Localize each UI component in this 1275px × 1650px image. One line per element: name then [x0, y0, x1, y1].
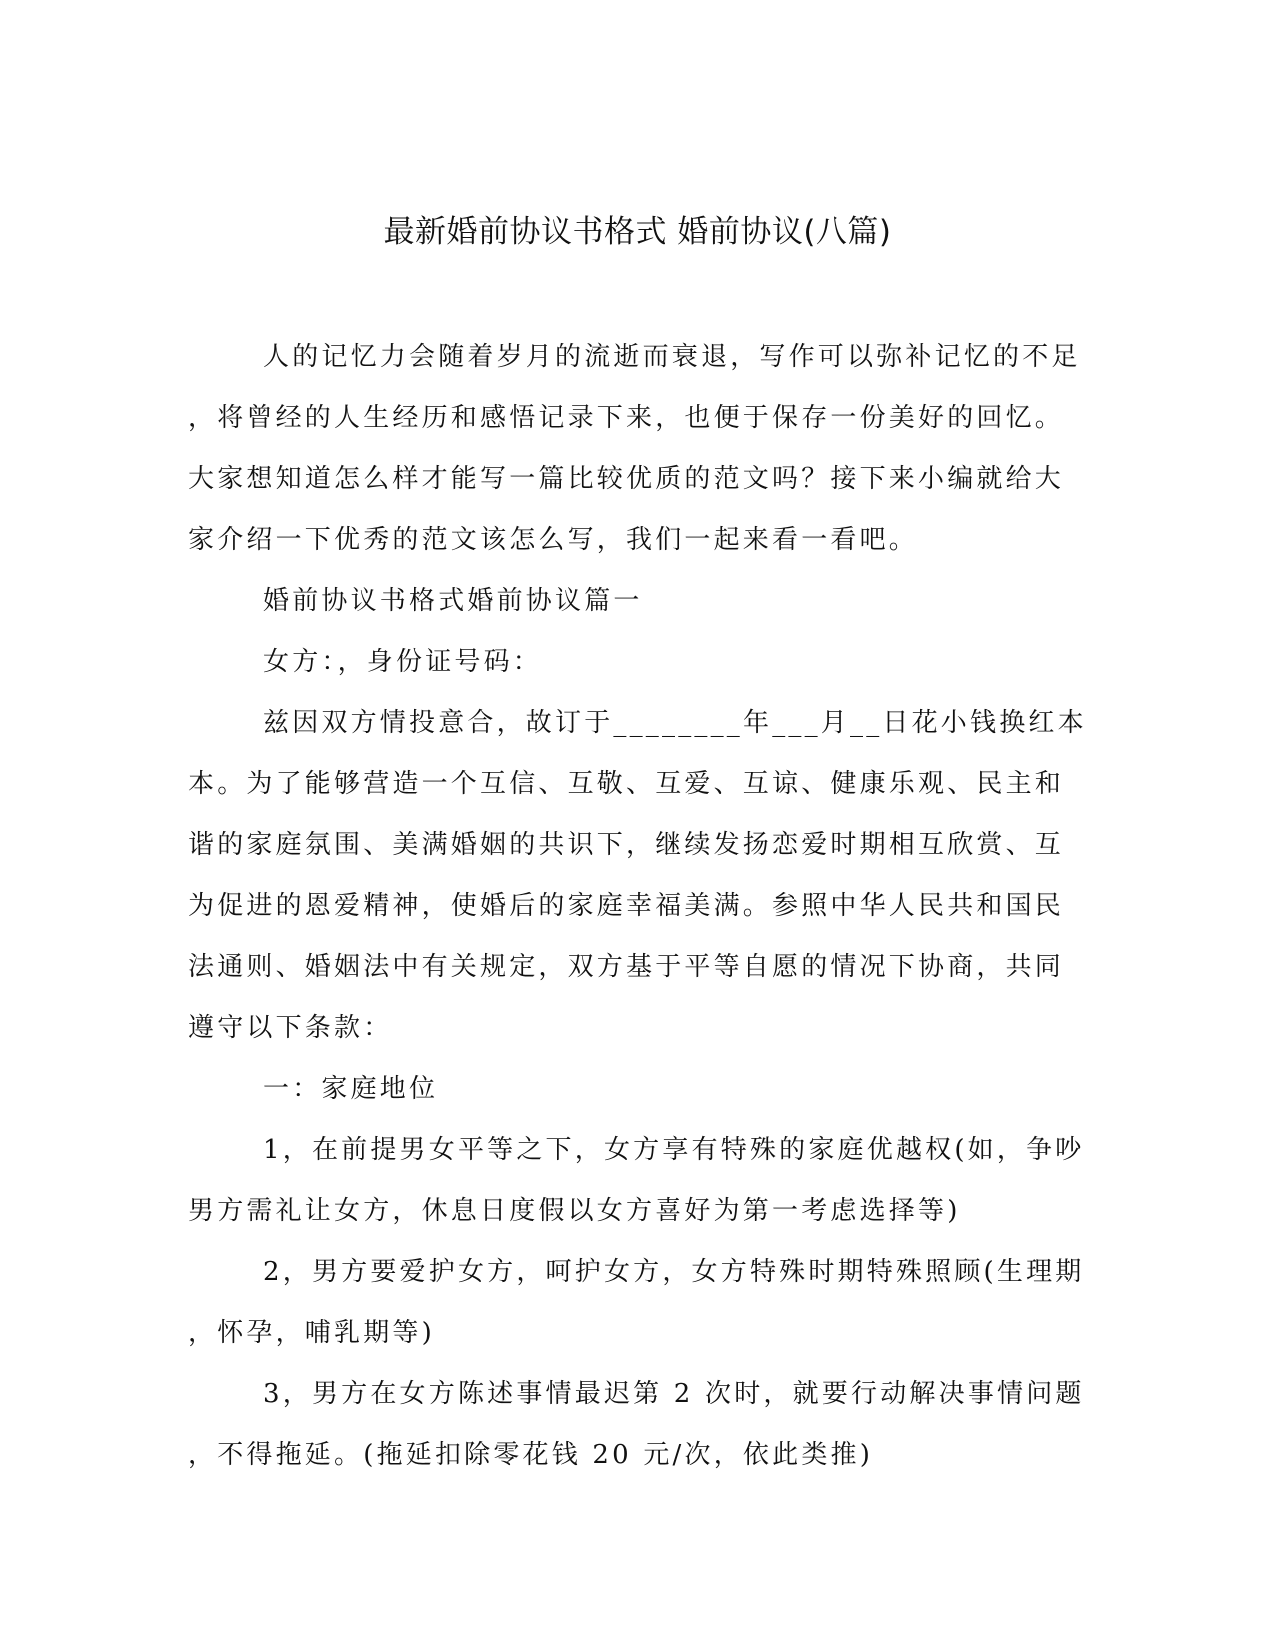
text-line: 谐的家庭氛围、美满婚姻的共识下，继续发扬恋爱时期相互欣赏、互 [188, 830, 1065, 860]
section-heading: 婚前协议书格式婚前协议篇一 [263, 586, 643, 616]
text-line: 家介绍一下优秀的范文该怎么写，我们一起来看一看吧。 [188, 525, 919, 555]
text-line: 法通则、婚姻法中有关规定，双方基于平等自愿的情况下协商，共同 [188, 952, 1065, 982]
text-line: 兹因双方情投意合，故订于________年___月__日花小钱换红本 [263, 708, 1087, 738]
document-title: 最新婚前协议书格式 婚前协议(八篇) [383, 214, 892, 250]
text-line: 3，男方在女方陈述事情最迟第 2 次时，就要行动解决事情问题 [263, 1379, 1085, 1409]
text-line: 女方：，身份证号码： [263, 647, 543, 677]
text-line: ，不得拖延。(拖延扣除零花钱 20 元/次，依此类推) [188, 1440, 874, 1470]
text-line: 1，在前提男女平等之下，女方享有特殊的家庭优越权(如，争吵 [263, 1135, 1085, 1165]
text-line: 大家想知道怎么样才能写一篇比较优质的范文吗？接下来小编就给大 [188, 464, 1065, 494]
text-line: 为促进的恩爱精神，使婚后的家庭幸福美满。参照中华人民共和国民 [188, 891, 1065, 921]
clause-heading: 一：家庭地位 [263, 1074, 439, 1104]
text-line: 遵守以下条款： [188, 1013, 393, 1043]
text-line: 本。为了能够营造一个互信、互敬、互爱、互谅、健康乐观、民主和 [188, 769, 1065, 799]
text-line: 男方需礼让女方，休息日度假以女方喜好为第一考虑选择等) [188, 1196, 961, 1226]
text-line: 2，男方要爱护女方，呵护女方，女方特殊时期特殊照顾(生理期 [263, 1257, 1085, 1287]
text-line: 人的记忆力会随着岁月的流逝而衰退，写作可以弥补记忆的不足 [263, 342, 1081, 372]
text-line: ，怀孕，哺乳期等) [188, 1318, 435, 1348]
document-body [188, 327, 1087, 1486]
text-line: ，将曾经的人生经历和感悟记录下来，也便于保存一份美好的回忆。 [188, 403, 1065, 433]
